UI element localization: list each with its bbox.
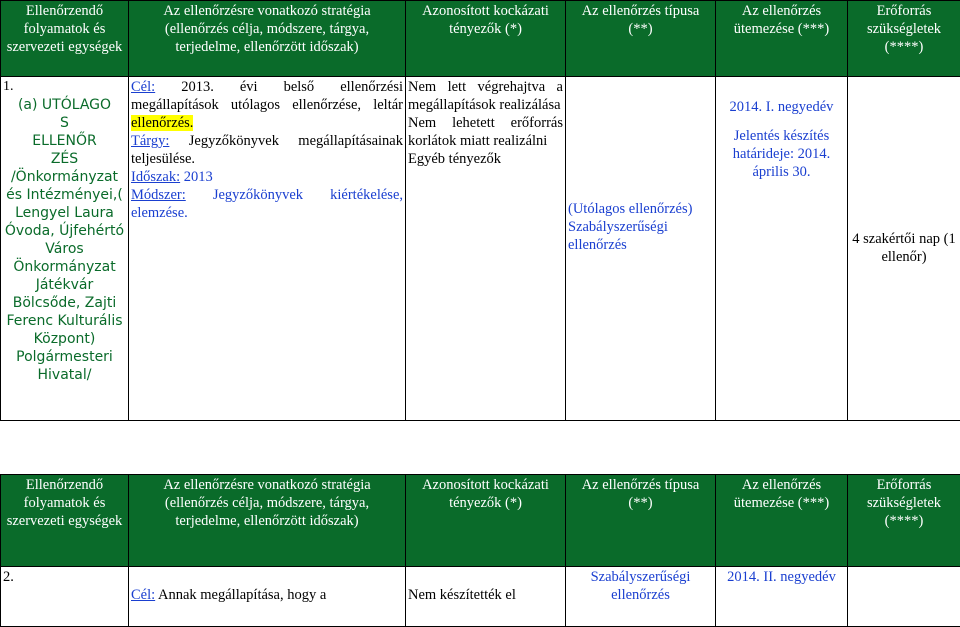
strategy-cell xyxy=(129,77,406,421)
unit-line: ZÉS xyxy=(3,150,126,168)
header-schedule: Az ellenőrzés ütemezése (***) xyxy=(716,1,848,77)
unit-line: (a) UTÓLAGO xyxy=(3,96,126,114)
header-resource: Erőforrás szükségletek (****) xyxy=(848,475,960,567)
strategy-cell xyxy=(129,567,406,627)
unit-cell xyxy=(1,77,129,421)
goal-highlight: ellenőrzés. xyxy=(131,115,193,131)
method-text: Jegyzőkönyvek kiértékelése, elemzése. xyxy=(131,187,403,221)
unit-line: Bölcsőde, Zajti xyxy=(3,294,126,312)
unit-line: Központ) xyxy=(3,330,126,348)
header-strategy: Az ellenőrzésre vonatkozó stratégia (ellenőrzés célja, módszere, tárgya, terjedelme, ellenőrzött időszak) xyxy=(129,475,406,567)
goal-text: Annak megállapítása, hogy a xyxy=(155,587,326,603)
header-type: Az ellenőrzés típusa (**) xyxy=(566,1,716,77)
unit-line: Ferenc Kulturális xyxy=(3,312,126,330)
schedule-quarter: 2014. I. negyedév xyxy=(718,98,845,116)
unit-cell xyxy=(1,567,129,627)
unit-line: S xyxy=(3,114,126,132)
subject-paragraph xyxy=(131,132,403,168)
header-type: Az ellenőrzés típusa (**) xyxy=(566,475,716,567)
goal-label: Cél: xyxy=(131,79,155,95)
period-text: 2013 xyxy=(180,169,213,185)
goal-label: Cél: xyxy=(131,587,155,603)
schedule-quarter: 2014. II. negyedév xyxy=(718,568,845,586)
subject-label: Tárgy: xyxy=(131,133,169,149)
header-resource: Erőforrás szükségletek (****) xyxy=(848,1,960,77)
unit-line: Lengyel Laura xyxy=(3,204,126,222)
table-row xyxy=(1,77,960,421)
header-units: Ellenőrzendő folyamatok és szervezeti egységek xyxy=(1,1,129,77)
schedule-cell xyxy=(716,77,848,421)
type-cell xyxy=(566,77,716,421)
header-row xyxy=(1,1,960,77)
table-row xyxy=(1,567,960,627)
unit-line: /Önkormányzat xyxy=(3,168,126,186)
header-units: Ellenőrzendő folyamatok és szervezeti egységek xyxy=(1,475,129,567)
goal-paragraph xyxy=(131,78,403,132)
resource-text: 4 szakértői nap (1 ellenőr) xyxy=(850,230,958,266)
unit-line: Óvoda, Újfehértó xyxy=(3,222,126,240)
goal-paragraph xyxy=(131,586,403,604)
risk-item: Egyéb tényezők xyxy=(408,150,563,168)
risk-cell xyxy=(406,77,566,421)
unit-line: Polgármesteri xyxy=(3,348,126,366)
risk-item: Nem készítették el xyxy=(408,586,563,604)
method-paragraph xyxy=(131,186,403,222)
row-number: 2. xyxy=(3,568,126,586)
audit-plan-table-2 xyxy=(0,474,960,627)
header-strategy: Az ellenőrzésre vonatkozó stratégia (ellenőrzés célja, módszere, tárgya, terjedelme, ellenőrzött időszak) xyxy=(129,1,406,77)
risk-item: Nem lehetett erőforrás korlátok miatt realizálni xyxy=(408,114,563,150)
type-text: Szabályszerűségi ellenőrzés xyxy=(568,568,713,604)
unit-line: Önkormányzat xyxy=(3,258,126,276)
risk-item: Nem lett végrehajtva a megállapítások realizálása xyxy=(408,78,563,114)
schedule-cell xyxy=(716,567,848,627)
type-cell xyxy=(566,567,716,627)
method-label: Módszer: xyxy=(131,187,186,203)
unit-line: Játékvár xyxy=(3,276,126,294)
schedule-report: Jelentés készítés határideje: 2014. április 30. xyxy=(718,127,845,181)
header-risk: Azonosított kockázati tényezők (*) xyxy=(406,1,566,77)
period-paragraph xyxy=(131,168,403,186)
row-number: 1. xyxy=(3,78,126,96)
header-risk: Azonosított kockázati tényezők (*) xyxy=(406,475,566,567)
header-schedule: Az ellenőrzés ütemezése (***) xyxy=(716,475,848,567)
resource-cell xyxy=(848,77,960,421)
unit-line: ELLENŐR xyxy=(3,132,126,150)
unit-line: Hivatal/ xyxy=(3,366,126,384)
subject-text: Jegyzőkönyvek megállapításainak teljesülése. xyxy=(131,133,403,167)
goal-text: 2013. évi belső ellenőrzési megállapítások utólagos ellenőrzése, leltár xyxy=(131,79,403,113)
risk-cell xyxy=(406,567,566,627)
unit-line: és Intézményei,( xyxy=(3,186,126,204)
unit-line: Város xyxy=(3,240,126,258)
resource-cell xyxy=(848,567,960,627)
period-label: Időszak: xyxy=(131,169,180,185)
header-row xyxy=(1,475,960,567)
type-text: (Utólagos ellenőrzés) Szabályszerűségi ellenőrzés xyxy=(568,200,713,254)
